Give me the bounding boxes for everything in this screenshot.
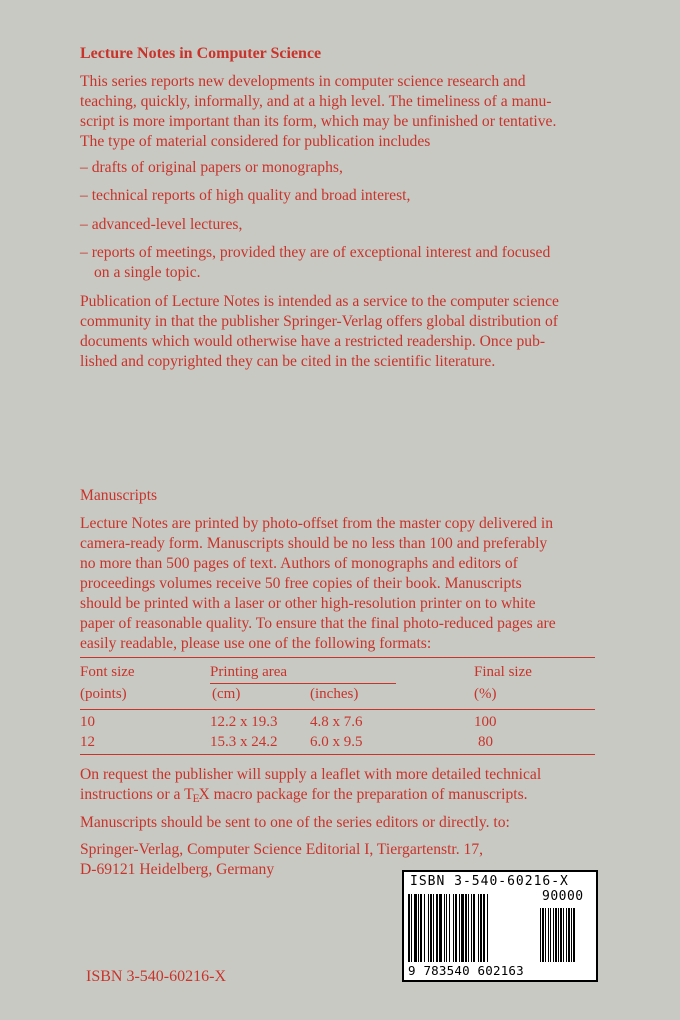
manuscripts-body xyxy=(80,514,600,654)
intro-line: script is more important than its form, which may be unfinished or tentative. xyxy=(80,113,557,130)
request-text: instructions or a T xyxy=(80,786,194,803)
barcode-bar xyxy=(424,894,425,962)
barcode-bar xyxy=(439,894,442,962)
barcode-addon-bar xyxy=(573,908,575,962)
table-top-rule xyxy=(80,657,595,658)
barcode-addon-bar xyxy=(542,908,544,962)
barcode-bar xyxy=(465,894,467,962)
body-line: Lecture Notes are printed by photo-offset from the master copy delivered in xyxy=(80,515,553,532)
printing-area-rule xyxy=(210,683,396,684)
barcode-ean-digits: 9 783540 602163 xyxy=(408,963,524,978)
header-cm: (cm) xyxy=(212,686,241,702)
service-line: documents which would otherwise have a restricted readership. Once pub- xyxy=(80,333,546,350)
barcode-bar xyxy=(461,894,464,962)
table-cell-final: 100 xyxy=(474,714,497,730)
barcode-bar xyxy=(436,894,438,962)
series-intro xyxy=(80,72,600,152)
table-header-rule xyxy=(80,709,595,710)
intro-line: The type of material considered for publication includes xyxy=(80,133,431,150)
table-cell-cm: 12.2 x 19.3 xyxy=(210,714,278,730)
barcode-addon-bar xyxy=(571,908,572,962)
barcode-addon-bar xyxy=(563,908,564,962)
barcode-bar xyxy=(449,894,450,962)
barcode-bars xyxy=(404,890,596,964)
header-font-unit: (points) xyxy=(80,686,127,702)
request-text: X macro package for the preparation of manuscripts. xyxy=(198,786,528,803)
barcode-addon-bar xyxy=(568,908,570,962)
series-service-paragraph xyxy=(80,292,600,372)
address-line: Springer-Verlag, Computer Science Editorial I, Tiergartenstr. 17, xyxy=(80,841,484,858)
barcode-bar xyxy=(480,894,482,962)
list-item: – technical reports of high quality and broad interest, xyxy=(80,187,411,204)
barcode-addon-bar xyxy=(558,908,559,962)
barcode-label xyxy=(402,870,598,982)
barcode-addon-bar xyxy=(540,908,541,962)
header-final-size: Final size xyxy=(474,664,532,680)
table-cell-font: 10 xyxy=(80,714,95,730)
barcode-bar xyxy=(420,894,422,962)
barcode-bar xyxy=(468,894,469,962)
barcode-addon-bar xyxy=(560,908,562,962)
body-line: paper of reasonable quality. To ensure that the final photo-reduced pages are xyxy=(80,615,556,632)
table-cell-cm: 15.3 x 24.2 xyxy=(210,734,278,750)
tex-logo-e: E xyxy=(192,792,200,805)
barcode-addon-bar xyxy=(550,908,551,962)
barcode-bar xyxy=(408,894,410,962)
footer-isbn: ISBN 3-540-60216-X xyxy=(86,968,226,985)
barcode-addon-bar xyxy=(545,908,546,962)
barcode-addon-bar xyxy=(548,908,549,962)
table-bottom-rule xyxy=(80,754,595,755)
table-cell-final: 80 xyxy=(478,734,493,750)
barcode-bar xyxy=(471,894,472,962)
body-line: proceedings volumes receive 50 free copies of their book. Manuscripts xyxy=(80,575,522,592)
body-line: no more than 500 pages of text. Authors of monographs and editors of xyxy=(80,555,518,572)
list-item xyxy=(80,243,600,283)
barcode-bar xyxy=(414,894,417,962)
header-printing-area: Printing area xyxy=(210,664,288,680)
list-item: – advanced-level lectures, xyxy=(80,216,243,233)
barcode-addon-digits: 90000 xyxy=(542,889,584,904)
request-line xyxy=(80,785,600,809)
table-cell-inches: 6.0 x 9.5 xyxy=(310,734,363,750)
barcode-bar xyxy=(428,894,429,962)
barcode-addon-bar xyxy=(555,908,557,962)
barcode-bar xyxy=(483,894,485,962)
barcode-bar xyxy=(444,894,445,962)
barcode-bar xyxy=(478,894,479,962)
intro-line: This series reports new developments in computer science research and xyxy=(80,73,526,90)
list-item-text: – reports of meetings, provided they are of exceptional interest and focused xyxy=(80,244,551,261)
barcode-bar xyxy=(446,894,447,962)
barcode-bar xyxy=(430,894,432,962)
table-cell-font: 12 xyxy=(80,734,95,750)
table-cell-inches: 4.8 x 7.6 xyxy=(310,714,363,730)
header-percent: (%) xyxy=(474,686,497,702)
barcode-bar xyxy=(473,894,475,962)
barcode-bar xyxy=(455,894,457,962)
service-line: lished and copyrighted they can be cited in the scientific literature. xyxy=(80,353,496,370)
header-font-size: Font size xyxy=(80,664,135,680)
barcode-bar xyxy=(411,894,412,962)
manuscripts-heading: Manuscripts xyxy=(80,487,158,504)
service-line: community in that the publisher Springer-Verlag offers global distribution of xyxy=(80,313,558,330)
request-paragraph xyxy=(80,765,600,809)
body-line: easily readable, please use one of the following formats: xyxy=(80,635,432,652)
send-instruction: Manuscripts should be sent to one of the series editors or directly. to: xyxy=(80,814,510,831)
address-line: D-69121 Heidelberg, Germany xyxy=(80,861,275,878)
barcode-addon-bar xyxy=(553,908,554,962)
barcode-bar xyxy=(459,894,460,962)
header-inches: (inches) xyxy=(310,686,359,702)
intro-line: teaching, quickly, informally, and at a high level. The timeliness of a manu- xyxy=(80,93,552,110)
barcode-bar xyxy=(453,894,454,962)
barcode-addon-bar xyxy=(566,908,567,962)
body-line: should be printed with a laser or other high-resolution printer on to white xyxy=(80,595,536,612)
service-line: Publication of Lecture Notes is intended as a service to the computer science xyxy=(80,293,559,310)
barcode-bar xyxy=(487,894,488,962)
body-line: camera-ready form. Manuscripts should be no less than 100 and preferably xyxy=(80,535,548,552)
request-line: On request the publisher will supply a leaflet with more detailed technical xyxy=(80,766,542,783)
barcode-bar xyxy=(433,894,434,962)
barcode-isbn-text: ISBN 3-540-60216-X xyxy=(410,874,569,889)
list-item-continuation: on a single topic. xyxy=(94,264,201,281)
barcode-bar xyxy=(418,894,419,962)
series-title: Lecture Notes in Computer Science xyxy=(80,45,322,62)
list-item: – drafts of original papers or monographs, xyxy=(80,159,343,176)
